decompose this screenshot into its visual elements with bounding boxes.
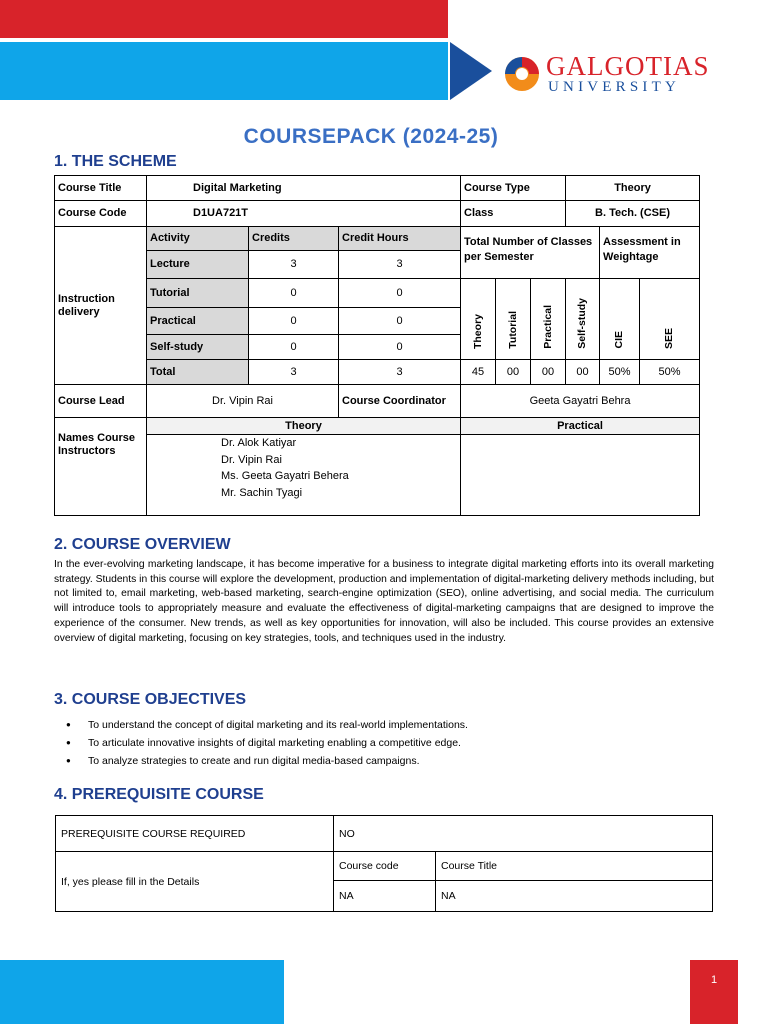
vert-header-theory: Theory <box>461 279 496 360</box>
course-type-label: Course Type <box>461 176 566 201</box>
course-lead-value: Dr. Vipin Rai <box>147 385 339 418</box>
logo-emblem-icon <box>502 54 542 94</box>
header-blue-band <box>0 42 448 100</box>
practical-instructors <box>461 435 700 516</box>
course-lead-label: Course Lead <box>55 385 147 418</box>
list-item: ● To understand the concept of digital marketing and its real-world implementations. <box>66 716 468 734</box>
vert-header-self-study: Self-study <box>566 279 600 360</box>
course-code-label: Course Code <box>55 201 147 227</box>
university-logo <box>502 52 722 96</box>
vert-header-see: SEE <box>640 279 700 360</box>
instructor-name: Ms. Geeta Gayatri Behera <box>221 470 349 482</box>
tutorial-credits: 0 <box>249 279 339 308</box>
lecture-hours: 3 <box>339 251 461 279</box>
col-activity: Activity <box>147 227 249 251</box>
value-tutorial: 00 <box>496 360 531 385</box>
list-item: ● To analyze strategies to create and run digital media-based campaigns. <box>66 752 468 770</box>
instruction-label: Instruction delivery <box>55 227 147 385</box>
col-credits: Credits <box>249 227 339 251</box>
scheme-table <box>54 175 700 516</box>
prereq-title-label: Course Title <box>436 852 713 881</box>
activity-total: Total <box>147 360 249 385</box>
value-practical: 00 <box>531 360 566 385</box>
course-code-value: D1UA721T <box>147 201 461 227</box>
objectives-list <box>66 716 468 770</box>
coordinator-label: Course Coordinator <box>339 385 461 418</box>
practical-label: Practical <box>461 418 700 435</box>
course-title-value: Digital Marketing <box>147 176 461 201</box>
course-type-value: Theory <box>566 176 700 201</box>
logo-sub: UNIVERSITY <box>548 79 680 95</box>
activity-self-study: Self-study <box>147 335 249 360</box>
prereq-table <box>55 815 713 912</box>
coordinator-value: Geeta Gayatri Behra <box>461 385 700 418</box>
scheme-heading: 1. THE SCHEME <box>54 153 177 170</box>
vert-header-cie: CIE <box>600 279 640 360</box>
class-value: B. Tech. (CSE) <box>566 201 700 227</box>
prereq-details-label: If, yes please fill in the Details <box>56 852 334 912</box>
value-see: 50% <box>640 360 700 385</box>
prereq-title-value: NA <box>436 881 713 912</box>
activity-lecture: Lecture <box>147 251 249 279</box>
theory-label: Theory <box>147 418 461 435</box>
activity-tutorial: Tutorial <box>147 279 249 308</box>
overview-heading: 2. COURSE OVERVIEW <box>54 536 231 553</box>
course-title-label: Course Title <box>55 176 147 201</box>
doc-title: COURSEPACK (2024-25) <box>243 125 499 148</box>
total-classes-label: Total Number of Classes per Semester <box>461 227 600 279</box>
prereq-code-label: Course code <box>334 852 436 881</box>
tutorial-hours: 0 <box>339 279 461 308</box>
header-arrow <box>450 42 492 100</box>
lecture-credits: 3 <box>249 251 339 279</box>
instructors-label: Names Course Instructors <box>55 418 147 516</box>
value-theory: 45 <box>461 360 496 385</box>
instructor-name: Dr. Vipin Rai <box>221 453 282 466</box>
total-credits: 3 <box>249 360 339 385</box>
prereq-required-label: PREREQUISITE COURSE REQUIRED <box>56 816 334 852</box>
assessment-label: Assessment in Weightage <box>600 227 700 279</box>
prereq-heading: 4. PREREQUISITE COURSE <box>54 786 264 803</box>
footer-blue-band <box>0 960 284 1024</box>
practical-hours: 0 <box>339 308 461 335</box>
header-red-band <box>0 0 448 38</box>
vert-header-practical: Practical <box>531 279 566 360</box>
instructor-name: Mr. Sachin Tyagi <box>221 486 303 499</box>
theory-instructors <box>147 435 461 516</box>
page-number: 1 <box>690 960 738 1024</box>
logo-name: GALGOTIAS <box>546 51 710 81</box>
self-study-credits: 0 <box>249 335 339 360</box>
col-credit-hours: Credit Hours <box>339 227 461 251</box>
value-self-study: 00 <box>566 360 600 385</box>
instructor-name: Dr. Alok Katiyar <box>221 437 297 449</box>
overview-text: In the ever-evolving marketing landscape, it has become imperative for a business to integrate digital marketing efforts into its overall marketing strategy. Students in this course will explore the development, production and implementation of digital-marketing delivery methods including, but not limited to, email marketing, web-based marketing, search-engine optimization (SEO), online advertising, and social media. The curriculum will introduce tools to appropriately measure and evaluate the effectiveness of digital-marketing campaigns that are designed to improve the experience of the consumer. New trends, as well as key opportunities for innovation, will also be included. This course provides an extensive overview of digital marketing, focusing on key strategies, tools, and techniques used in the industry. <box>54 559 714 644</box>
value-cie: 50% <box>600 360 640 385</box>
class-label: Class <box>461 201 566 227</box>
self-study-hours: 0 <box>339 335 461 360</box>
vert-header-tutorial: Tutorial <box>496 279 531 360</box>
objectives-heading: 3. COURSE OBJECTIVES <box>54 691 247 708</box>
list-item: ● To articulate innovative insights of digital marketing enabling a competitive edge. <box>66 734 468 752</box>
activity-practical: Practical <box>147 308 249 335</box>
practical-credits: 0 <box>249 308 339 335</box>
prereq-code-value: NA <box>334 881 436 912</box>
prereq-required-value: NO <box>334 816 713 852</box>
total-hours: 3 <box>339 360 461 385</box>
